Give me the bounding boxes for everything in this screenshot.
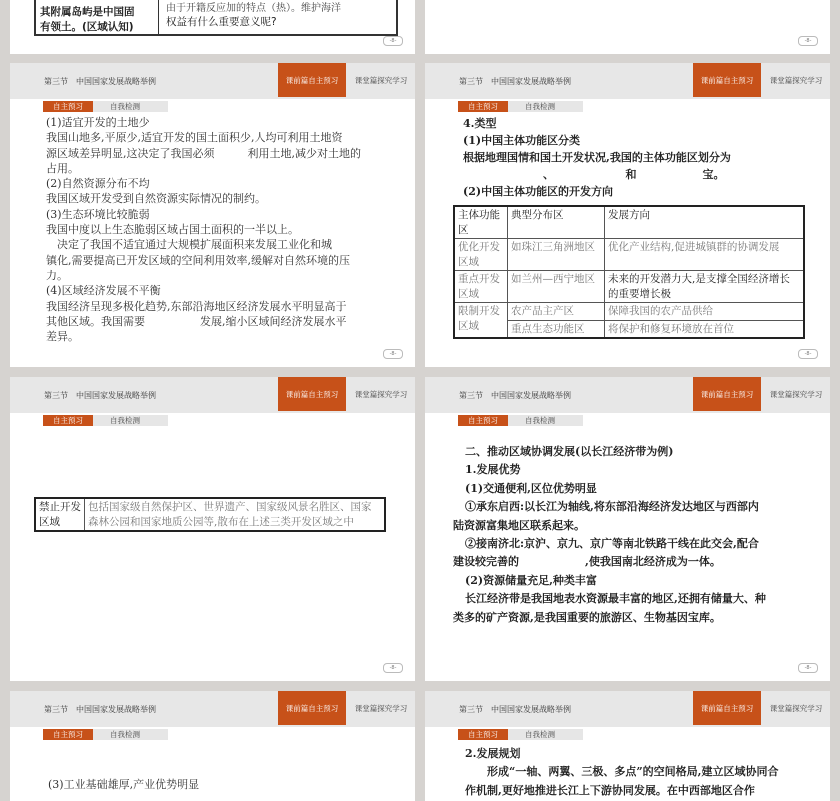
table-row xyxy=(35,498,385,531)
top-left-table xyxy=(34,0,398,36)
body-line: (2)自然资源分布不均 xyxy=(46,177,150,191)
body-line: 我国区域开发受到自然资源实际情况的制约。 xyxy=(46,192,266,206)
tab-preview[interactable]: 课前篇自主预习 xyxy=(278,377,346,411)
subtab-self-preview[interactable]: 自主预习 xyxy=(43,101,93,112)
subtab-self-preview[interactable]: 自主预习 xyxy=(458,101,508,112)
body-line: 作机制,更好地推进长江上下游协同发展。在中西部地区合作 xyxy=(465,783,755,797)
body-line: 决定了我国不适宜通过大规模扩展面积来发展工业化和城 xyxy=(46,238,332,252)
body-line: 力。 xyxy=(46,268,68,282)
subheading: (1)中国主体功能区分类 xyxy=(463,134,581,147)
table-row xyxy=(454,271,804,303)
page-marker: -8- xyxy=(383,663,403,673)
subtabs xyxy=(458,729,583,740)
table-cell: 保障我国的农产品供给 xyxy=(605,303,805,321)
slide-header xyxy=(10,63,415,99)
slide-yangtze-belt xyxy=(425,377,830,681)
body-line: (1)适宜开发的土地少 xyxy=(46,116,150,129)
section-title: 第三节 中国国家发展战略举例 xyxy=(459,77,571,86)
body-line: 我国山地多,平原少,适宜开发的国土面积少,人均可利用土地资 xyxy=(46,131,343,145)
subheading: (2)中国主体功能区的开发方向 xyxy=(463,185,614,198)
slide-header xyxy=(10,377,415,413)
body-line: 陆资源富集地区联系起来。 xyxy=(453,518,585,532)
body-line: 差异。 xyxy=(46,330,79,344)
header-cell: 典型分布区 xyxy=(508,206,605,239)
subtabs xyxy=(43,729,168,740)
subtabs xyxy=(43,415,168,426)
body-line: 源区域差异明显,这决定了我国必须 利用土地,减少对土地的 xyxy=(46,146,361,160)
heading: 2.发展规划 xyxy=(465,747,521,760)
body-line: (3)工业基础雄厚,产业优势明显 xyxy=(48,778,200,791)
heading: 二、推动区域协调发展(以长江经济带为例) xyxy=(465,445,674,458)
body-line: 类多的矿产资源,是我国重要的旅游区、生物基因宝库。 xyxy=(453,610,721,624)
table-cell: 限制开发区域 xyxy=(454,303,508,339)
slide-top-left xyxy=(10,0,415,54)
table-cell: 重点生态功能区 xyxy=(508,320,605,338)
page-marker: -8- xyxy=(383,349,403,359)
tab-classroom[interactable]: 课堂篇探究学习 xyxy=(354,703,408,713)
slide-header xyxy=(425,691,830,727)
tab-classroom[interactable]: 课堂篇探究学习 xyxy=(354,389,408,399)
subtab-self-test[interactable]: 自我检测 xyxy=(525,102,555,111)
subtab-self-preview[interactable]: 自主预习 xyxy=(458,729,508,740)
body-line: 根据地理国情和国土开发状况,我国的主体功能区划分为 xyxy=(463,151,731,164)
slide-top-right xyxy=(425,0,830,54)
page-marker: -8- xyxy=(383,36,403,46)
body-line: (3)生态环境比较脆弱 xyxy=(46,207,150,221)
zones-table xyxy=(453,205,805,339)
body-line: 我国中度以上生态脆弱区域占国土面积的一半以上。 xyxy=(46,223,299,237)
body-line: ②接南济北:京沪、京九、京广等南北铁路干线在此交会,配合 xyxy=(465,537,759,551)
table-row xyxy=(454,239,804,271)
slide-body xyxy=(453,443,766,627)
subtab-self-preview[interactable]: 自主预习 xyxy=(458,415,508,426)
subtabs xyxy=(43,101,168,112)
section-title: 第三节 中国国家发展战略举例 xyxy=(459,705,571,714)
subtab-self-preview[interactable]: 自主预习 xyxy=(43,729,93,740)
section-title: 第三节 中国国家发展战略举例 xyxy=(459,391,571,400)
cell-line: 权益有什么重要意义呢? xyxy=(166,16,277,28)
table-cell: 禁止开发区域 xyxy=(35,498,85,531)
tab-preview[interactable]: 课前篇自主预习 xyxy=(693,377,761,411)
tab-preview[interactable]: 课前篇自主预习 xyxy=(693,63,761,97)
body-line: 占用。 xyxy=(46,161,79,175)
subtab-self-test[interactable]: 自我检测 xyxy=(525,416,555,425)
slide-prohibited-zone xyxy=(10,377,415,681)
slide-body xyxy=(48,777,199,792)
table-cell: 未来的开发潜力大,是支撑全国经济增长的重要增长极 xyxy=(605,271,805,303)
heading: 4.类型 xyxy=(463,117,497,130)
subtab-self-test[interactable]: 自我检测 xyxy=(110,416,140,425)
tab-classroom[interactable]: 课堂篇探究学习 xyxy=(769,389,823,399)
tab-classroom[interactable]: 课堂篇探究学习 xyxy=(354,75,408,85)
slide-body xyxy=(46,115,361,344)
table-cell xyxy=(36,0,159,34)
subtab-self-preview[interactable]: 自主预习 xyxy=(43,415,93,426)
slide-header xyxy=(425,377,830,413)
table-row xyxy=(454,303,804,321)
section-title: 第三节 中国国家发展战略举例 xyxy=(44,77,156,86)
table-cell: 将保护和修复环境放在首位 xyxy=(605,320,805,338)
slide-development-plan xyxy=(425,691,830,801)
slide-header xyxy=(10,691,415,727)
body-line: 长江经济带是我国地表水资源最丰富的地区,还拥有储量大、种 xyxy=(465,592,766,606)
page-marker: -8- xyxy=(798,349,818,359)
page-marker: -8- xyxy=(798,36,818,46)
table-cell: 如兰州—西宁地区 xyxy=(508,271,605,303)
table-cell: 优化开发区域 xyxy=(454,239,508,271)
subheading: 1.发展优势 xyxy=(465,463,521,477)
subtabs xyxy=(458,101,583,112)
table-row xyxy=(454,206,804,239)
header-cell: 主体功能区 xyxy=(454,206,508,239)
body-line: 形成“一轴、两翼、三极、多点”的空间格局,建立区域协同合 xyxy=(487,765,779,779)
table-cell: 农产品主产区 xyxy=(508,303,605,321)
tab-classroom[interactable]: 课堂篇探究学习 xyxy=(769,75,823,85)
slide-industry-base xyxy=(10,691,415,801)
body-line: 镇化,需要提高已开发区域的空间利用效率,缓解对自然环境的压 xyxy=(46,253,350,267)
page-marker: -8- xyxy=(798,663,818,673)
slide-body xyxy=(465,745,778,800)
slide-header xyxy=(425,63,830,99)
tab-preview[interactable]: 课前篇自主预习 xyxy=(278,691,346,725)
subheading: (1)交通便利,区位优势明显 xyxy=(465,481,597,495)
subtabs xyxy=(458,415,583,426)
cell-line: 有领土。(区域认知) xyxy=(40,21,134,33)
slide-function-zones xyxy=(425,63,830,367)
table-cell: 如珠江三角洲地区 xyxy=(508,239,605,271)
slide-land-resources xyxy=(10,63,415,367)
slide-body xyxy=(463,115,731,200)
tab-preview[interactable]: 课前篇自主预习 xyxy=(278,63,346,97)
body-line: 其他区域。我国需要 发展,缩小区域间经济发展水平 xyxy=(46,314,347,328)
body-line: 建设较完善的 ,使我国南北经济成为一体。 xyxy=(453,555,721,569)
section-title: 第三节 中国国家发展战略举例 xyxy=(44,391,156,400)
body-line: 我国经济呈现多极化趋势,东部沿海地区经济发展水平明显高于 xyxy=(46,299,347,313)
cell-line: 其附属岛屿是中国固 xyxy=(40,6,135,18)
header-cell: 发展方向 xyxy=(605,206,805,239)
subtab-self-test[interactable]: 自我检测 xyxy=(110,730,140,739)
body-line: ①承东启西:以长江为轴线,将东部沿海经济发达地区与西部内 xyxy=(465,500,759,514)
tab-preview[interactable]: 课前篇自主预习 xyxy=(693,691,761,725)
table-cell: 包括国家级自然保护区、世界遗产、国家级风景名胜区、国家森林公园和国家地质公园等,散布在上述三类开发区域之中 xyxy=(85,498,386,531)
subheading: (2)资源储量充足,种类丰富 xyxy=(465,573,597,587)
prohibited-table xyxy=(34,497,386,532)
table-cell: 重点开发区域 xyxy=(454,271,508,303)
section-title: 第三节 中国国家发展战略举例 xyxy=(44,705,156,714)
table-cell: 优化产业结构,促进城镇群的协调发展 xyxy=(605,239,805,271)
body-line: 、 和 宝。 xyxy=(543,168,725,181)
body-line: (4)区域经济发展不平衡 xyxy=(46,284,161,298)
subtab-self-test[interactable]: 自我检测 xyxy=(110,102,140,111)
tab-classroom[interactable]: 课堂篇探究学习 xyxy=(769,703,823,713)
cell-line: 由于开籍反应加的特点（热）。维护海洋 xyxy=(166,3,341,14)
subtab-self-test[interactable]: 自我检测 xyxy=(525,730,555,739)
